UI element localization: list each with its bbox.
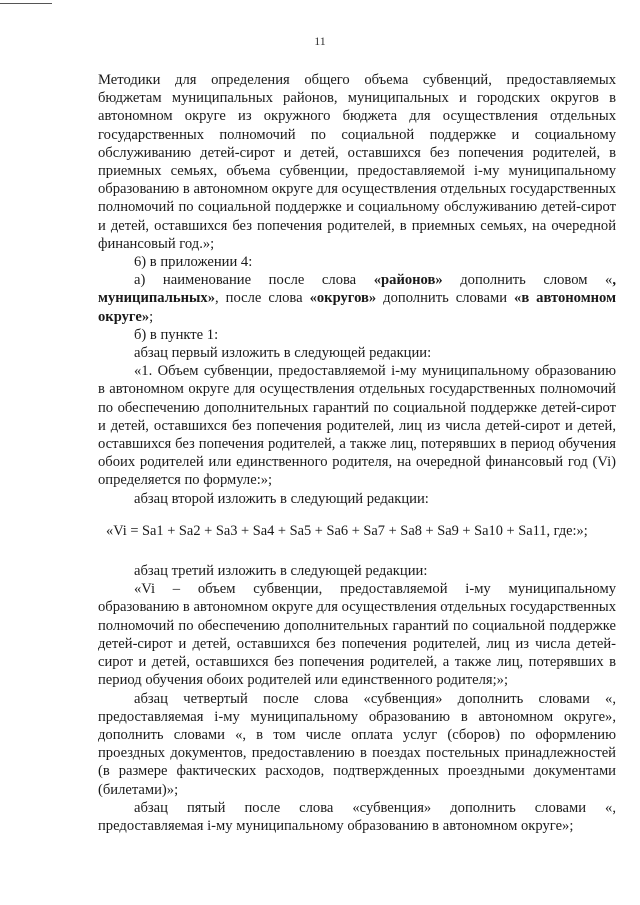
paragraph-3-text: «Vi – объем субвенции, предоставляемой i-му муниципальному образованию в автономном округе для осуществления отдельных государственных полномочий по обеспечению дополнительных гарантий по социальной поддержке детей-сирот и детей, оставшихся без попечения родителей, лиц из числа детей-сирот и детей, оставшихся без попечения родителей, а также лиц, потерявших в период обучения обоих родителей или единственного родителя;»; — [98, 581, 616, 689]
item-a — [98, 271, 616, 326]
item-a-bold4: «в автономном округе» — [98, 290, 617, 325]
document-body — [98, 71, 616, 835]
paragraph-4-text: абзац четвертый после слова «субвенция» дополнить словами «, предоставляемая i-му муниципальному образованию в автономном округе», дополнить словами «, в том числе оплата услуг (сборов) по оформлению проездных документов, предоставлению в поездах постельных принадлежностей (в размере фактических расходов, подтвержденных проездными документами (билетами)»; — [98, 690, 616, 798]
formula: «Vi = Sa1 + Sa2 + Sa3 + Sa4 + Sa5 + Sa6 + Sa7 + Sa8 + Sa9 + Sa10 + Sa11, где:»; — [106, 522, 588, 539]
spacer — [98, 540, 616, 562]
item-a-bold1: «районов» — [373, 272, 443, 289]
paragraph-2-title: абзац второй изложить в следующий редакции: — [134, 490, 429, 507]
item-a-part3: , после слова — [215, 290, 310, 307]
paragraph-5-text: абзац пятый после слова «субвенция» дополнить словами «, предоставляемая i-му муниципальному образованию в автономном округе»; — [98, 799, 616, 834]
item-6: 6) в приложении 4: — [134, 254, 253, 271]
corner-scan-mark — [0, 3, 52, 4]
item-a-part5: ; — [149, 308, 154, 325]
item-b: б) в пункте 1: — [134, 326, 219, 343]
item-a-part2: дополнить словом « — [442, 272, 613, 289]
item-a-bold2: , муниципальных» — [98, 272, 616, 307]
paragraph-1-text: «1. Объем субвенции, предоставляемой i-му муниципальному образованию в автономном округе для осуществления отдельных государственных полномочий по обеспечению дополнительных гарантий по социальной поддержке детей-сирот и детей, оставшихся без попечения родителей, лиц из числа детей-сирот и детей, оставшихся без попечения родителей, а также лиц, потерявших в период обучения обоих родителей или единственного родителя, на очередной финансовый год (Vi) определяется по формуле:»; — [98, 363, 616, 489]
paragraph-1-title: абзац первый изложить в следующей редакции: — [134, 345, 432, 362]
intro-paragraph: Методики для определения общего объема субвенций, предоставляемых бюджетам муниципальных районов, муниципальных и городских округов в автономном округе из окружного бюджета для осуществления отдельных государственных полномочий по социальной поддержке и социальному обслуживанию детей-сирот и детей, оставшихся без попечения родителей, в приемных семьях, объема субвенции, предоставляемой i-му муниципальному образованию в автономном округе для осуществления отдельных государственных полномочий по социальной поддержке и социальному обслуживанию детей-сирот и детей, оставшихся без попечения родителей, в приемных семьях, на очередной финансовый год.»; — [98, 72, 616, 252]
item-a-bold3: «округов» — [309, 290, 377, 307]
paragraph-3-title: абзац третий изложить в следующей редакции: — [134, 563, 428, 580]
item-a-part1: а) наименование после слова — [134, 272, 374, 289]
item-a-part4: дополнить словами — [376, 290, 515, 307]
page-number: 11 — [314, 34, 326, 48]
